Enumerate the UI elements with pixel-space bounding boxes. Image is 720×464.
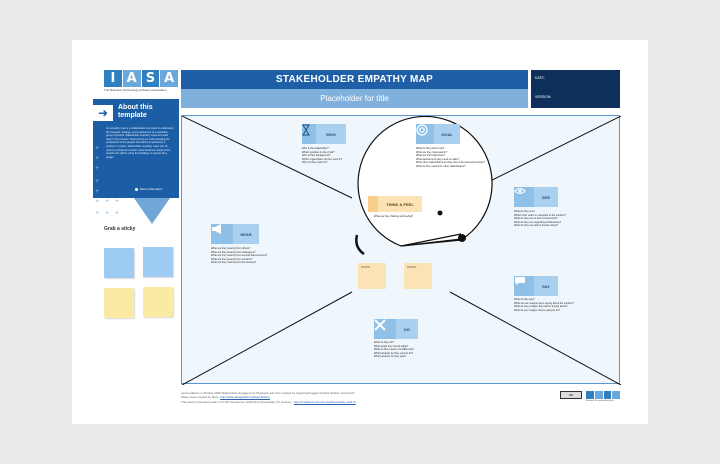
blue-sticky-note[interactable] bbox=[104, 248, 134, 278]
eye-icon bbox=[514, 187, 534, 207]
ear-curve bbox=[356, 235, 364, 254]
hear-card bbox=[211, 224, 259, 244]
who-card bbox=[302, 124, 346, 144]
speech-icon bbox=[514, 276, 534, 296]
plus-icon: + bbox=[95, 145, 100, 152]
target-icon bbox=[416, 124, 434, 144]
plus-icon: + bbox=[95, 165, 100, 172]
arrow-right-icon: ➜ bbox=[93, 105, 113, 121]
about-title: About this template bbox=[118, 104, 153, 119]
library-link[interactable]: http://www.iasaglobal.org/iasa-library/ bbox=[220, 395, 270, 400]
think-feel-label: THINK & FEEL bbox=[378, 196, 422, 212]
tools-icon bbox=[374, 319, 396, 339]
logo-letter: A bbox=[160, 70, 178, 87]
version-label: VERSION: bbox=[535, 95, 552, 99]
cc-license-badge: cc bbox=[560, 391, 582, 399]
mini-logo-subtitle: Business Technology Architects bbox=[586, 400, 614, 402]
do-card bbox=[374, 319, 418, 339]
do-label: DO bbox=[396, 319, 418, 339]
hourglass-icon bbox=[302, 124, 316, 144]
more-information-link[interactable]: More information bbox=[135, 187, 163, 191]
say-questions: What do they say? What can we imagine them saying about the solution? What do they imagine they will be saying about? What do you imagine they're going to be? bbox=[514, 298, 574, 312]
about-panel bbox=[93, 99, 179, 198]
empathy-map-canvas bbox=[181, 115, 620, 384]
version-field[interactable] bbox=[531, 89, 620, 108]
map-title: STAKEHOLDER EMPATHY MAP bbox=[181, 70, 528, 89]
title-placeholder[interactable]: Placeholder for title bbox=[181, 89, 528, 108]
plus-icon: + bbox=[95, 188, 100, 195]
who-questions: Who is the stakeholder? What's position do they hold? Who is their background? Which organization do they work in? Who do they report to? bbox=[302, 147, 343, 165]
plus-icon: + bbox=[95, 210, 100, 217]
diagonal-line bbox=[182, 292, 352, 385]
iasa-mini-logo bbox=[586, 391, 620, 399]
date-field[interactable] bbox=[531, 70, 620, 89]
plus-icon: + bbox=[115, 210, 120, 217]
license-link[interactable]: http://creativecommons.org/licenses/by-sa/3.0/ bbox=[293, 399, 356, 404]
grab-a-sticky-label: Grab a sticky bbox=[104, 226, 136, 232]
footer-line-3: This work is licensed under a CC BY-SA license, Attribution-ShareAlike 3.0 License - http://creativecommons.org/licenses/by-sa/3.0/ bbox=[181, 399, 356, 404]
plus-icon: + bbox=[115, 198, 120, 205]
logo-subtitle: The Business Technology Architect Association bbox=[104, 88, 167, 92]
megaphone-icon bbox=[211, 224, 233, 244]
goal-card bbox=[416, 124, 460, 144]
footer-line-1: Last updated on 26 May 2020 Stakeholder Engagement Playbook was first created by IngeborgKruggel at IASA Global. Good luck! bbox=[181, 391, 355, 395]
plus-icon: + bbox=[105, 210, 110, 217]
logo-letter: I bbox=[104, 70, 122, 87]
hear-questions: What are they hearing from others? What are they hearing from colleagues? What are they hearing from second-hand sources? What are they hearing from vendors? What are they hearing from the industry? bbox=[211, 247, 268, 265]
yellow-sticky-note[interactable] bbox=[104, 288, 134, 318]
footer-line-2: Share tools created by Iasa - http://www.iasaglobal.org/iasa-library/ bbox=[181, 395, 270, 400]
pains-sticky[interactable] bbox=[358, 263, 386, 289]
logo-letter: S bbox=[142, 70, 160, 87]
logo-letter: A bbox=[123, 70, 141, 87]
think-feel-card bbox=[368, 196, 422, 212]
hear-label: HEAR bbox=[233, 224, 259, 244]
do-questions: What do they do? What would they not do today? What do they need to do differently? What behavior do they need to do? What behavior do they want? bbox=[374, 341, 415, 359]
nose-dot bbox=[458, 234, 466, 242]
about-body: An empathy map is a collaborative tool used to understand the thoughts, feelings, and experiences of a particular group of people. Stakeholder empathy maps are used early in the process. Teams focus on understanding the perspective of the people who will be impacted by a product or project. Stakeholder empathy maps can be used by architects to better understand the needs of the people who will be using the buildings or spaces they design. bbox=[106, 127, 174, 159]
plus-icon: + bbox=[95, 155, 100, 162]
goal-label: GOAL bbox=[434, 124, 460, 144]
eye-dot bbox=[438, 211, 443, 216]
blue-sticky-note[interactable] bbox=[143, 247, 173, 277]
iasa-logo bbox=[104, 70, 178, 96]
plus-icon: + bbox=[105, 198, 110, 205]
plus-icon: + bbox=[95, 198, 100, 205]
say-label: SAY bbox=[534, 276, 558, 296]
triangle-decoration bbox=[134, 198, 170, 224]
footer bbox=[181, 391, 561, 404]
thought-icon bbox=[368, 196, 378, 212]
see-card bbox=[514, 187, 558, 207]
yellow-sticky-note[interactable] bbox=[143, 287, 173, 317]
say-card bbox=[514, 276, 558, 296]
see-label: SEE bbox=[534, 187, 558, 207]
who-label: WHO bbox=[316, 124, 346, 144]
see-questions: What do they see? What's their vision or viewpoint of the solution? What do they see in their environment? What do they see regarding architectures? What do they see others are/are doing? bbox=[514, 210, 566, 228]
gains-sticky[interactable] bbox=[404, 263, 432, 289]
goal-questions: What do they want to do? What are they interested in? What are their objectives? What decisions do they need to make? What other stakeholders do they care to be interested in/care? What do they need from other stakeholders? bbox=[416, 147, 486, 168]
gains-label: GAINS bbox=[407, 265, 417, 269]
think-feel-question: What are they thinking and feeling? bbox=[374, 215, 414, 218]
date-label: DATE: bbox=[535, 76, 545, 80]
plus-icon: + bbox=[95, 178, 100, 185]
pains-label: PAINS bbox=[361, 265, 370, 269]
